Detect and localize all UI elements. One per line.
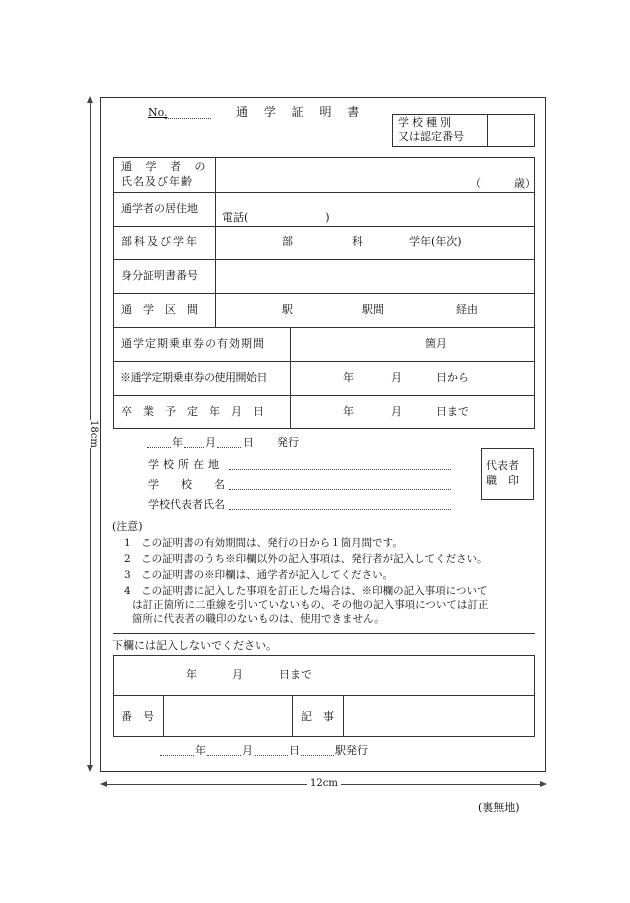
note-3: 3 この証明書の※印欄は、通学者が記入してください。 xyxy=(124,569,394,581)
row-validity-label: 通学定期乗車券の有効期間 xyxy=(121,337,265,350)
row-dept-label: 部科及び学年 xyxy=(121,235,199,248)
document-title: 通 学 証 明 書 xyxy=(236,105,366,119)
school-type-label-2: 又は認定番号 xyxy=(398,130,464,143)
row-divider xyxy=(113,259,535,260)
issue-day: 日 xyxy=(243,436,254,449)
station-between: 駅間 xyxy=(362,303,384,316)
row-start-label: ※通学定期乗車券の使用開始日 xyxy=(120,371,267,384)
row-divider xyxy=(113,226,535,227)
separator-line xyxy=(113,633,535,634)
grad-day: 日まで xyxy=(436,405,469,418)
school-name-line xyxy=(229,489,451,490)
issue-label: 発行 xyxy=(277,436,299,449)
route-via: 経由 xyxy=(456,303,478,316)
lower-col-divider xyxy=(343,695,344,737)
note-2: 2 この証明書のうち※印欄以外の記入事項は、発行者が記入してください。 xyxy=(124,553,488,565)
lower-row-divider xyxy=(113,695,535,696)
number-dotted-line xyxy=(165,118,211,119)
number-field-label: 番 号 xyxy=(121,710,154,723)
grad-month: 月 xyxy=(391,405,402,418)
arrow-down-icon xyxy=(87,765,93,772)
note-4-cont-1: は訂正箇所に二重線を引いていないもの、その他の記入事項については訂正 xyxy=(132,599,489,611)
seal-label-1: 代表者 xyxy=(486,459,519,472)
station-name-dots xyxy=(301,755,334,756)
lower-col-divider xyxy=(163,695,164,737)
row-divider xyxy=(113,361,535,362)
note-4: 4 この証明書に記入した事項を訂正した場合は、※印欄の記入事項について xyxy=(124,585,488,597)
row-name-label-2: 氏名及び年齢 xyxy=(121,175,193,188)
lower-year: 年 xyxy=(186,668,197,681)
issue-day-dots xyxy=(217,447,241,448)
row-divider xyxy=(113,293,535,294)
phone-field: 電話( ) xyxy=(222,211,330,224)
representative-line xyxy=(229,509,451,510)
row-graduation-label: 卒 業 予 定 年 月 日 xyxy=(121,405,264,418)
station-year: 年 xyxy=(195,744,206,757)
station-day-dots xyxy=(255,755,288,756)
course-unit: 科 xyxy=(352,235,363,248)
arrow-right-icon xyxy=(540,781,547,787)
start-year: 年 xyxy=(343,371,354,384)
seal-label-2: 職 印 xyxy=(486,474,519,487)
back-blank-note: (裏無地) xyxy=(478,801,520,814)
station-month-dots xyxy=(207,755,241,756)
note-4-cont-2: 箇所に代表者の職印のないものは、使用できません。 xyxy=(132,613,385,625)
lower-col-divider xyxy=(292,695,293,737)
lower-until: 日まで xyxy=(279,668,312,681)
school-type-divider xyxy=(487,114,488,147)
issue-month: 月 xyxy=(205,436,216,449)
station-day: 日 xyxy=(289,744,300,757)
issue-year-dots xyxy=(147,447,171,448)
start-month: 月 xyxy=(391,371,402,384)
column-divider xyxy=(215,157,216,327)
row-name-label-1: 通 学 者 の xyxy=(121,160,211,173)
note-1: 1 この証明書の有効期間は、発行の日から１箇月間です。 xyxy=(124,537,403,549)
school-name-label: 学 校 名 xyxy=(148,478,225,491)
start-day: 日から xyxy=(436,371,469,384)
station-month: 月 xyxy=(242,744,253,757)
row-divider xyxy=(113,192,535,193)
dept-unit: 部 xyxy=(282,235,293,248)
row-divider xyxy=(113,395,535,396)
issue-month-dots xyxy=(184,447,204,448)
column-divider xyxy=(290,327,291,429)
row-address-label: 通学者の居住地 xyxy=(121,202,198,215)
number-label: No. xyxy=(148,106,168,119)
row-route-label: 通 学 区 間 xyxy=(121,303,198,316)
lower-table xyxy=(113,655,535,737)
row-divider xyxy=(113,327,535,328)
station-from: 駅 xyxy=(282,303,293,316)
age-field: （ 歳） xyxy=(470,177,536,190)
representative-label: 学校代表者氏名 xyxy=(148,498,225,511)
school-type-label-1: 学校種別 xyxy=(398,116,454,129)
record-field-label: 記 事 xyxy=(301,710,334,723)
arrow-up-icon xyxy=(87,96,93,103)
lower-month: 月 xyxy=(232,668,243,681)
row-id-label: 身分証明書番号 xyxy=(121,269,198,282)
school-address-label: 学校所在地 xyxy=(148,458,223,471)
school-address-line xyxy=(229,469,451,470)
dimension-12cm: 12cm xyxy=(307,777,341,791)
dimension-18cm: 18cm xyxy=(80,420,100,448)
arrow-left-icon xyxy=(100,781,107,787)
grad-year: 年 xyxy=(343,405,354,418)
station-year-dots xyxy=(160,755,194,756)
lower-section-title: 下欄には記入しないでください。 xyxy=(112,639,277,652)
validity-months: 箇月 xyxy=(425,337,447,350)
station-issue-label: 駅発行 xyxy=(335,744,368,757)
issue-year: 年 xyxy=(172,436,183,449)
notes-title: (注意) xyxy=(112,520,143,533)
grade-unit: 学年(年次) xyxy=(409,235,462,248)
